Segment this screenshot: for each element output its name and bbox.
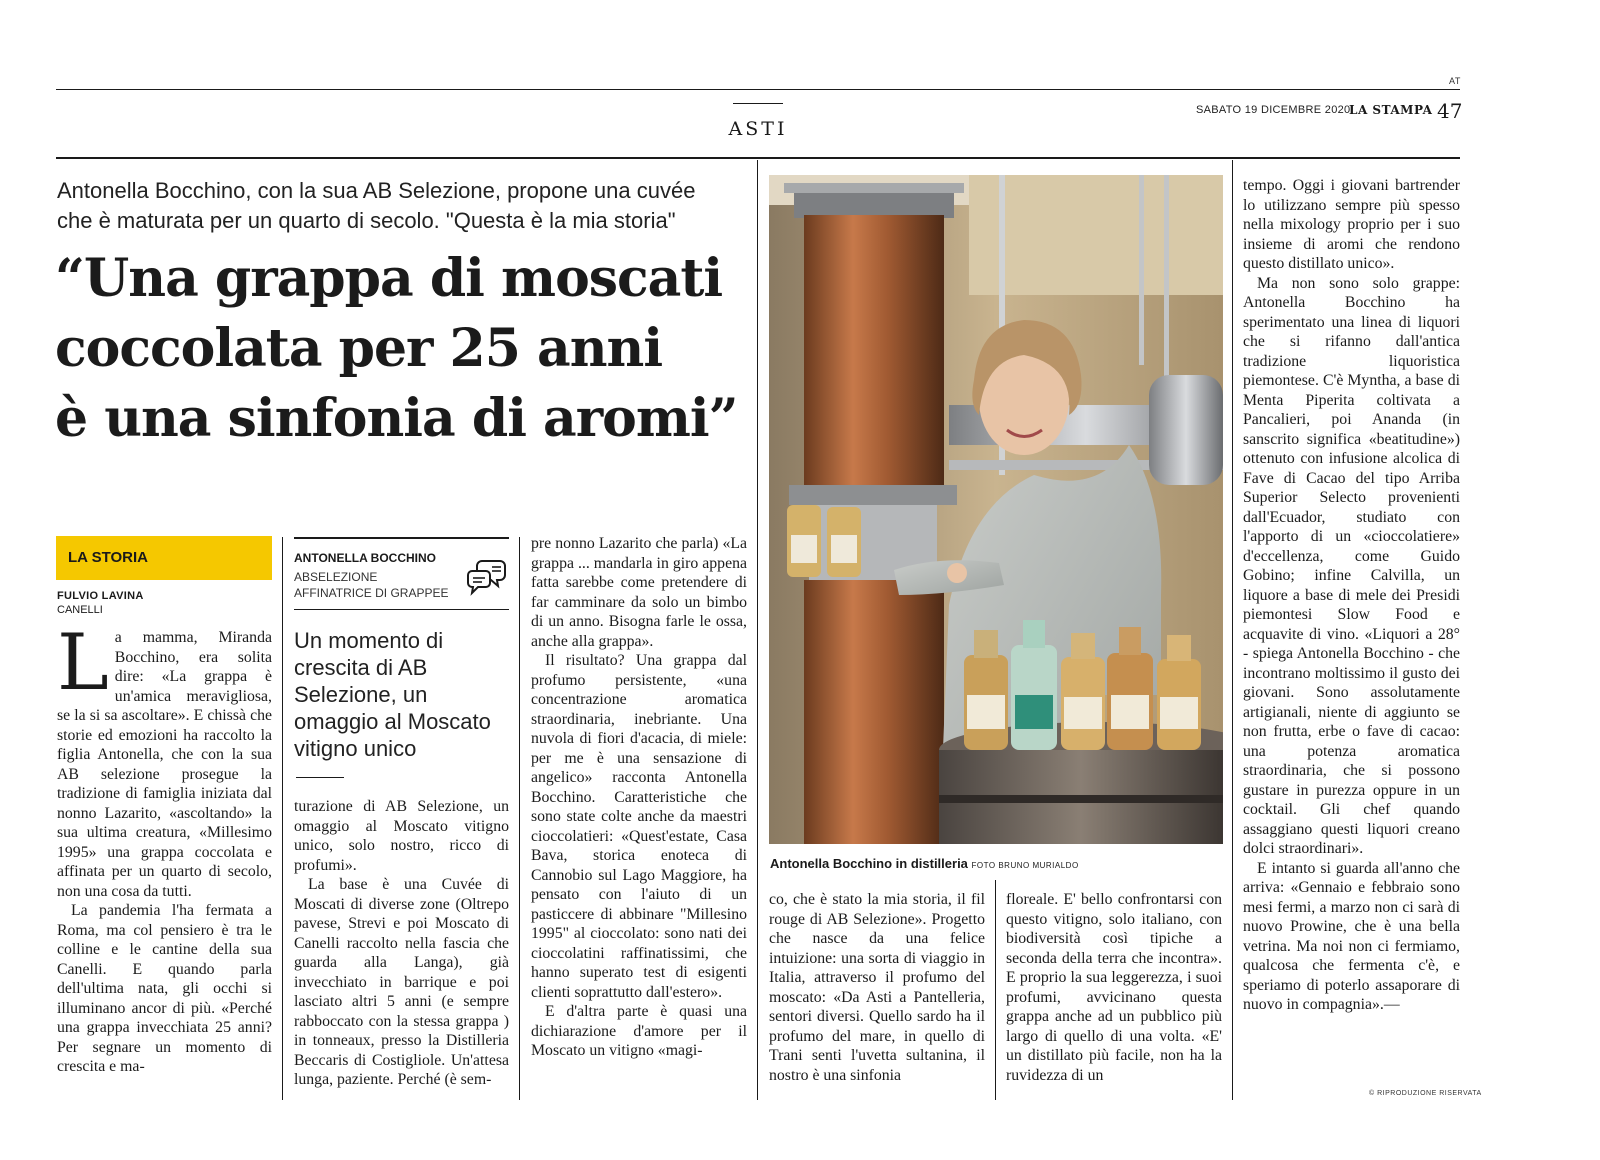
paragraph: La base è una Cuvée di Moscati di diverse zone (Oltrepo pavese, Strevi e poi Moscato di Canelli raccolto nella fascia che guarda alla Langa), già invecchiato in barrique e poi lasciato altri 5 anni (e sempre rabboccato con la stessa grappa ) in tonneaux, presso la Distilleria Beccaris di Costigliole. Un'attesa lunga, paziente. Perché (è sem- xyxy=(294,876,509,1088)
paragraph xyxy=(57,618,272,901)
distillery-photo xyxy=(769,175,1223,844)
speech-bubbles-icon xyxy=(464,555,508,599)
photo-caption xyxy=(770,856,1079,871)
paragraph: floreale. E' bello confrontarsi con questo vitigno, solo italiano, con biodiversità così tipiche a seconda della terra che incontra». E proprio la sua leggerezza, i suoi profumi, avvicinano questa grappa anche ad un pubblico più largo di quello di una volta. «E' un distillato più facile, non ha la ruvidezza di un xyxy=(1006,891,1222,1084)
column-divider xyxy=(282,537,283,1100)
column-divider xyxy=(1232,160,1233,1100)
paragraph: E d'altra parte è quasi una dichiarazione d'amore per il Moscato un vitigno «magi- xyxy=(531,1003,747,1059)
article-column-3 xyxy=(531,534,747,1061)
masthead: LA STAMPA xyxy=(1349,103,1433,117)
dateline: SABATO 19 DICEMBRE 2020 xyxy=(1196,104,1351,116)
headline-line: coccolata per 25 anni xyxy=(55,318,663,379)
headline xyxy=(55,244,755,454)
paragraph-text: a mamma, Miranda Bocchino, era solita dire: «La grappa è un'amica meravigliosa, se la si sa ascoltare». E chissà che storie ed emozioni ha raccolto la figlia Antonella, che con la sua AB selezione prosegue la tradizione di famiglia iniziata dal nonno Lazarito, «ascoltando» la sua ultima creatura, «Millesimo 1995» una grappa coccolata e affinata per un quarto di secolo, non una cosa da tutti. xyxy=(57,629,272,900)
byline-place: CANELLI xyxy=(57,604,103,616)
photo-credit: FOTO BRUNO MURIALDO xyxy=(971,861,1079,870)
sidebar-mid-rule xyxy=(294,609,509,610)
section-title: ASTI xyxy=(728,118,788,140)
paragraph: pre nonno Lazarito che parla) «La grappa ... mandarla in giro appena fatta sarebbe come pretendere di far camminare da solo un bimbo di un anno. Bisogna farle le ossa, anche alla grappa». xyxy=(531,535,747,650)
article-column-1 xyxy=(57,618,272,1077)
pull-quote-rule xyxy=(296,777,344,778)
sidebar-role xyxy=(294,569,448,601)
kicker-line: Antonella Bocchino, con la sua AB Selezione, propone una cuvée xyxy=(57,178,696,203)
article-column-5 xyxy=(1006,890,1222,1085)
section-rule xyxy=(733,103,783,104)
paragraph: E intanto si guarda all'anno che arriva: «Gennaio e febbraio sono mesi fermi, a marzo non ci sarà di nuovo Prowine, che è una bella vetrina. Ma noi non ci fermiamo, qualcosa che fermenta c'è, e speriamo di poterlo assaporare di nuovo in compagnia».— xyxy=(1243,859,1460,1013)
sidebar-role-line: ABSELEZIONE xyxy=(294,570,378,584)
headline-line: “Una grappa di moscati xyxy=(55,248,723,309)
caption-text: Antonella Bocchino in distilleria xyxy=(770,856,968,871)
paragraph: turazione di AB Selezione, un omaggio al Moscato vitigno unico, solo nostro, ricco di profumi». xyxy=(294,798,509,874)
headline-line: è una sinfonia di aromi” xyxy=(55,388,738,449)
column-divider xyxy=(519,537,520,1100)
article-column-6 xyxy=(1243,176,1460,1015)
paragraph: La pandemia l'ha fermata a Roma, ma col pensiero è tra le colline e le cantine della sua Canelli. E quando parla dell'ultima nata, gli occhi si illuminano ancor di più. «Perché una grappa invecchiata 25 anni? Per segnare un momento di crescita e ma- xyxy=(57,902,272,1075)
kicker-line: che è maturata per un quarto di secolo. "Questa è la mia storia" xyxy=(57,208,676,233)
pull-quote: Un momento di crescita di AB Selezione, un omaggio al Moscato vitigno unico xyxy=(294,628,491,761)
copyright-notice: © RIPRODUZIONE RISERVATA xyxy=(1369,1090,1482,1097)
column-divider xyxy=(995,880,996,1100)
header-rule xyxy=(56,157,1460,159)
page-number: 47 xyxy=(1437,99,1463,123)
paragraph: co, che è stato la mia storia, il fil rouge di AB Selezione». Progetto che nasce da una felice intuizione: una sorta di viaggio in Italia, attraverso il profumo del moscato: «Da Asti a Pantelleria, sentori diversi. Quello sardo ha il profumo del mare, in quello di Trani senti l'uvetta sultanina, il nostro è una sinfonia xyxy=(769,891,985,1084)
top-rule xyxy=(56,89,1460,90)
sidebar-top-rule xyxy=(294,537,509,539)
byline-author: FULVIO LAVINA xyxy=(57,590,144,602)
paragraph: Il risultato? Una grappa dal profumo persistente, «una concentrazione aromatica straordinaria, inebriante. Una nuvola di fiori d'acacia, di miele: per me è una sensazione di angelico» racconta Antonella Bocchino. Caratteristiche che sono state colte anche da maestri cioccolatieri: «Quest'estate, Casa Bava, storica enoteca di Cannobio sul Lago Maggiore, ha pensato con l'aiuto di un pasticcere di abbinare "Millesino 1995" al cioccolato: sono nati dei cioccolatini raffinatissimi, che hanno superato test di esigenti clienti soprattutto dall'estero». xyxy=(531,652,747,1001)
sidebar-name: ANTONELLA BOCCHINO xyxy=(294,551,436,565)
paragraph: tempo. Oggi i giovani bartrender lo utilizzano sempre più spesso nella mixology proprio per i suo insieme di aromi che rendono questo distillato unico». xyxy=(1243,177,1460,272)
article-column-2 xyxy=(294,797,509,1090)
paragraph: Ma non sono solo grappe: Antonella Bocchino ha sperimentato una linea di liquori che si rifanno dall'antica tradizione liquoristica piemontese. C'è Myntha, a base di Menta Piperita coltivata a Pancalieri, poi Ananda (in sanscrito significa «beatitudine») ottenuto con infusione alcolica di Fave di Cacao del tipo Arriba Superior Selecto provenienti dall'Ecuador, studiato con l'apporto di un «cioccolatiere» d'eccellenza, come Guido Gobino; infine Calvilla, un liquore a base di mele dei Presidi piemontesi Slow Food e acquavite di vino. «Liquori a 28° - spiega Antonella Bocchino - che incontrano moltissimo il gusto dei giovani. Sono assolutamente artigianali, niente di aggiunto se non frutta, erbe o fave di cacao: una potenza aromatica straordinaria, che si possono gustare in purezza oppure in un cocktail. Gli chef quando assaggiano questi liquori creano dolci straordinari». xyxy=(1243,274,1460,857)
drop-cap: L xyxy=(57,618,109,708)
column-divider xyxy=(757,160,758,1100)
kicker xyxy=(57,176,747,236)
story-tag: LA STORIA xyxy=(56,536,272,580)
sidebar-role-line: AFFINATRICE DI GRAPPEE xyxy=(294,586,449,600)
edition-code: AT xyxy=(1449,76,1461,86)
article-column-4 xyxy=(769,890,985,1085)
